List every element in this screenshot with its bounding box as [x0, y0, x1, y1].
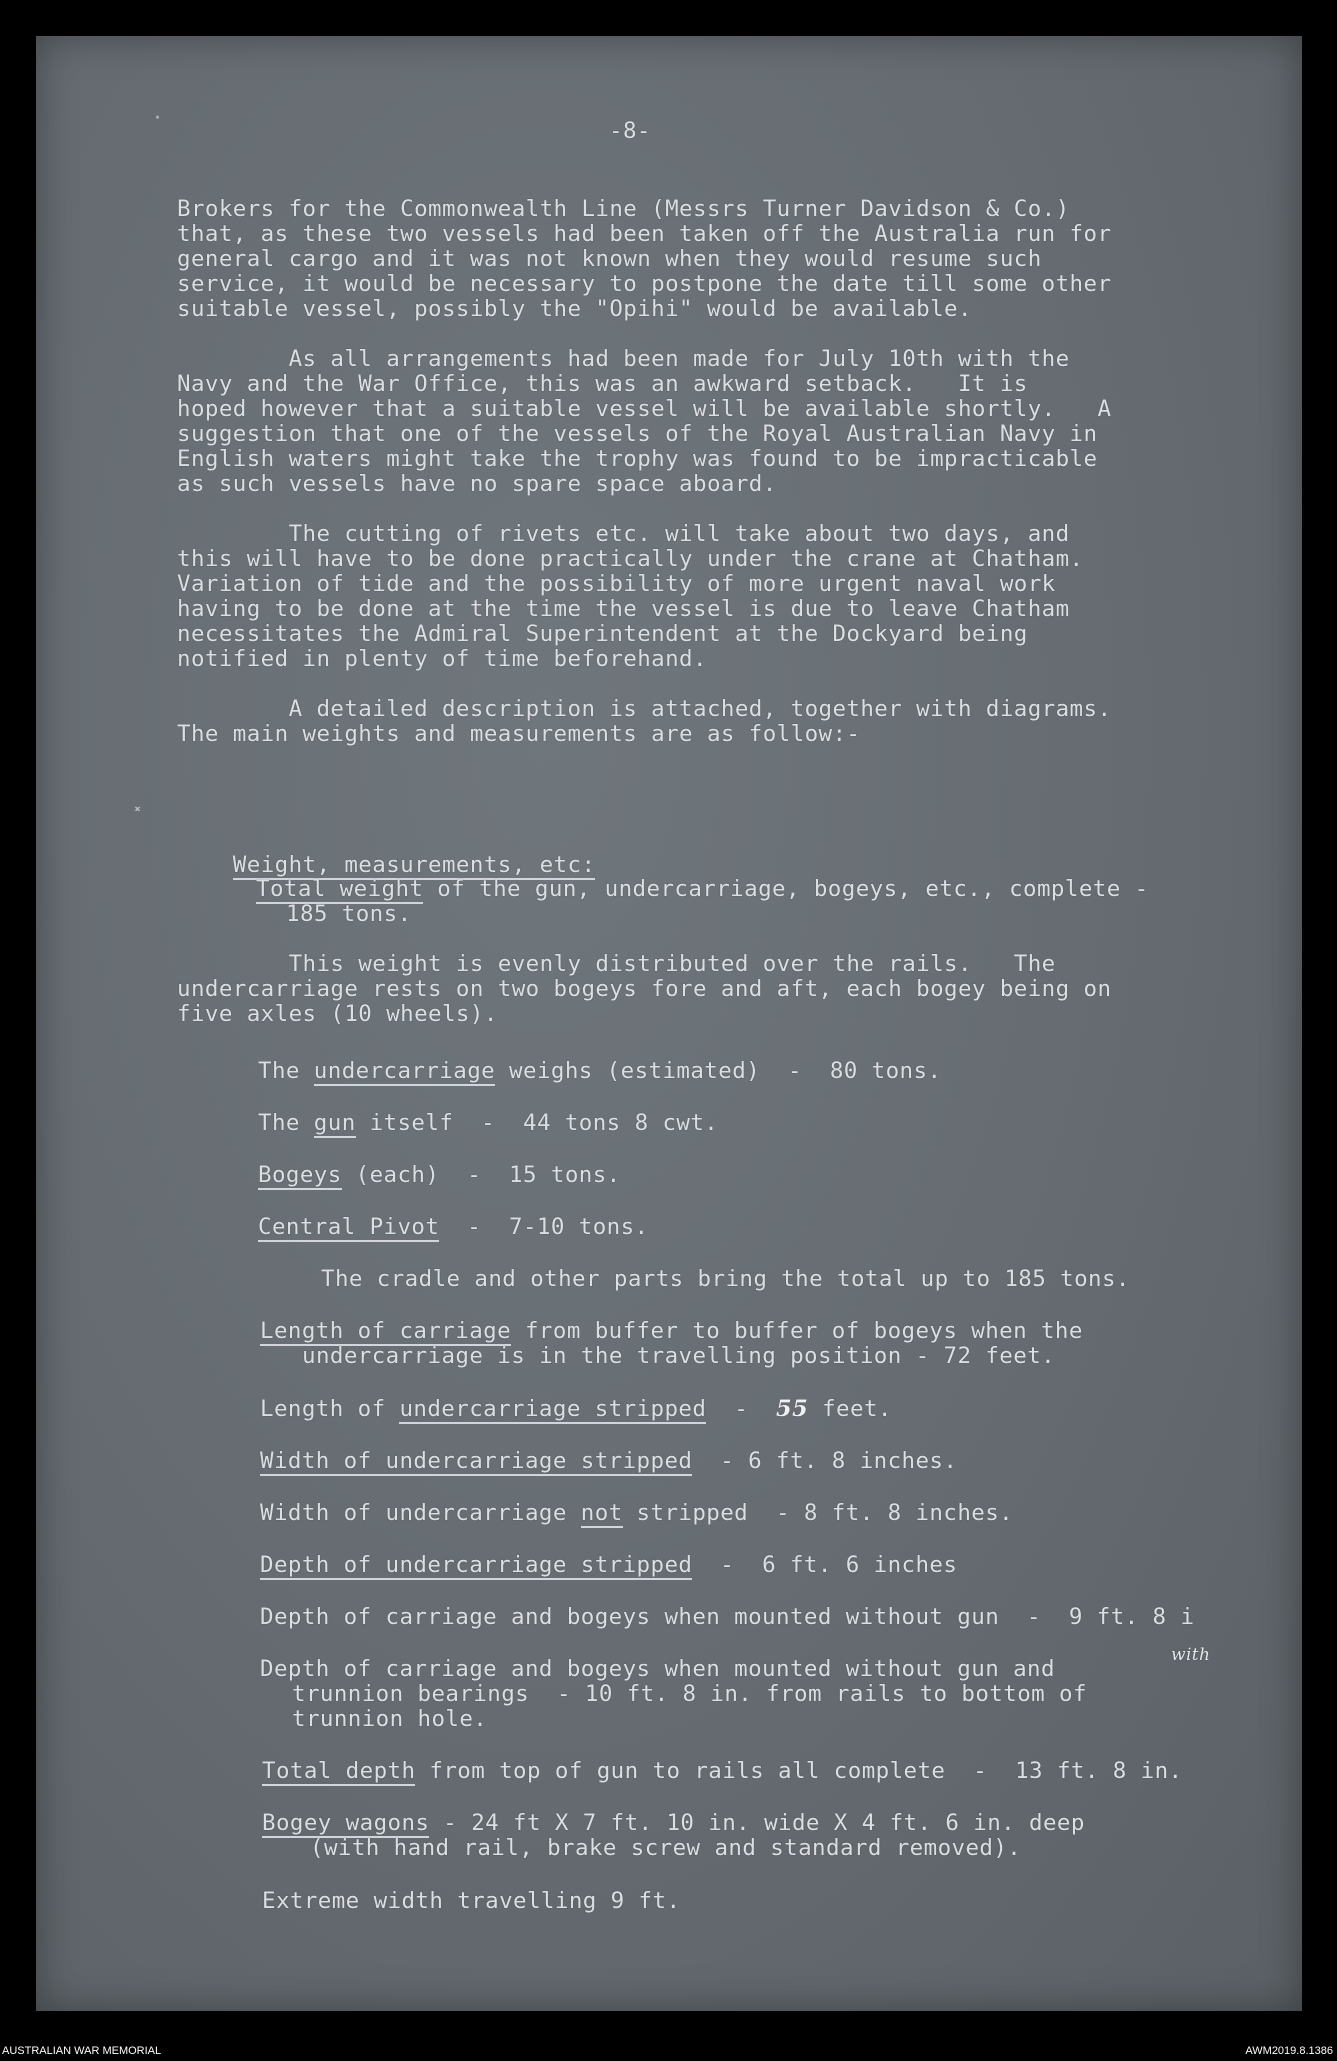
width-stripped-label: Width of undercarriage stripped	[260, 1448, 693, 1474]
bogey-wagons	[262, 1810, 1085, 1836]
paragraph-2-line-3: hoped however that a suitable vessel will be available shortly. A	[177, 396, 1112, 422]
gun-weight-pre: The	[258, 1110, 314, 1136]
paragraph-3-line-4: having to be done at the time the vessel is due to leave Chatham	[177, 596, 1070, 622]
pivot-weight	[258, 1214, 649, 1240]
distribution-line-1: This weight is evenly distributed over the rails. The	[177, 951, 1056, 977]
undercarriage-weight-pre: The	[258, 1058, 314, 1084]
gun-label: gun	[313, 1110, 356, 1136]
total-depth-text: from top of gun to rails all complete - 13 ft. 8 in.	[415, 1758, 1183, 1784]
length-carriage-cont: undercarriage is in the travelling position - 72 feet.	[302, 1343, 1056, 1369]
total-weight-value: 185 tons.	[286, 901, 412, 927]
paragraph-2-line-5: English waters might take the trophy was found to be impracticable	[177, 446, 1098, 472]
paragraph-1-line-3: general cargo and it was not known when they would resume such	[177, 246, 1042, 272]
length-carriage	[260, 1318, 1083, 1344]
paragraph-2-line-6: as such vessels have no spare space aboard.	[177, 471, 777, 497]
paragraph-1-line-1: Brokers for the Commonwealth Line (Messrs Turner Davidson & Co.)	[177, 196, 1070, 222]
length-stripped-label: undercarriage stripped	[399, 1396, 707, 1422]
cradle-total: The cradle and other parts bring the total up to 185 tons.	[321, 1266, 1130, 1292]
section-heading-text: Weight, measurements, etc:	[232, 852, 596, 878]
width-stripped-text: - 6 ft. 8 inches.	[692, 1448, 958, 1474]
distribution-line-2: undercarriage rests on two bogeys fore and aft, each bogey being on	[177, 976, 1112, 1002]
gun-weight	[258, 1110, 718, 1136]
total-depth	[262, 1758, 1182, 1784]
width-not-label: not	[580, 1500, 623, 1526]
bogey-wagons-cont: (with hand rail, brake screw and standard removed).	[310, 1835, 1022, 1861]
page-number: -8-	[609, 118, 651, 144]
depth-stripped	[260, 1552, 957, 1578]
depth-trunnion-text: Depth of carriage and bogeys when mounted without gun and	[260, 1656, 1055, 1682]
paragraph-4-line-2: The main weights and measurements are as follow:-	[177, 721, 861, 747]
paragraph-3-line-1: The cutting of rivets etc. will take about two days, and	[177, 521, 1070, 547]
handwritten-length: 55	[776, 1396, 809, 1422]
length-stripped	[260, 1396, 892, 1422]
extreme-width: Extreme width travelling 9 ft.	[262, 1888, 681, 1914]
paragraph-3-line-6: notified in plenty of time beforehand.	[177, 646, 707, 672]
paragraph-1-line-2: that, as these two vessels had been taken off the Australia run for	[177, 221, 1112, 247]
paragraph-3-line-5: necessitates the Admiral Superintendent at the Dockyard being	[177, 621, 1028, 647]
width-not-stripped	[260, 1500, 1013, 1526]
length-carriage-label: Length of carriage	[260, 1318, 512, 1344]
bogeys-weight	[258, 1162, 621, 1188]
bogeys-label: Bogeys	[258, 1162, 342, 1188]
undercarriage-label: undercarriage	[313, 1058, 496, 1084]
paragraph-4-line-1: A detailed description is attached, together with diagrams.	[177, 696, 1112, 722]
pivot-weight-text: - 7-10 tons.	[439, 1214, 649, 1240]
undercarriage-weight	[258, 1058, 941, 1084]
depth-stripped-label: Depth of undercarriage stripped	[260, 1552, 693, 1578]
length-stripped-dash: -	[706, 1396, 777, 1422]
footer-archive-id: AWM2019.8.1386	[1245, 2045, 1333, 2057]
paragraph-3-line-3: Variation of tide and the possibility of more urgent naval work	[177, 571, 1056, 597]
margin-mark: ·	[154, 106, 161, 131]
total-depth-label: Total depth	[262, 1758, 416, 1784]
paragraph-1-line-4: service, it would be necessary to postpone the date till some other	[177, 271, 1112, 297]
paragraph-3-line-2: this will have to be done practically under the crane at Chatham.	[177, 546, 1084, 572]
bogey-wagons-text: - 24 ft X 7 ft. 10 in. wide X 4 ft. 6 in. deep	[429, 1810, 1085, 1836]
depth-without-gun: Depth of carriage and bogeys when mounted without gun - 9 ft. 8 i	[260, 1604, 1195, 1630]
footer-archive-name: AUSTRALIAN WAR MEMORIAL	[2, 2045, 162, 2057]
bogeys-weight-text: (each) - 15 tons.	[341, 1162, 621, 1188]
paragraph-2-line-2: Navy and the War Office, this was an awkward setback. It is	[177, 371, 1028, 397]
width-not-pre: Width of undercarriage	[260, 1500, 581, 1526]
depth-trunnion-line-2: trunnion bearings - 10 ft. 8 in. from rails to bottom of	[292, 1681, 1087, 1707]
document-sheet	[36, 36, 1302, 2011]
length-stripped-unit: feet.	[808, 1396, 892, 1422]
depth-trunnion-line-1	[260, 1656, 1055, 1682]
length-stripped-pre: Length of	[260, 1396, 400, 1422]
depth-stripped-text: - 6 ft. 6 inches	[692, 1552, 958, 1578]
total-weight-label: Total weight	[256, 876, 424, 902]
gun-weight-text: itself - 44 tons 8 cwt.	[355, 1110, 719, 1136]
pivot-label: Central Pivot	[258, 1214, 440, 1240]
handwritten-with-note: with	[1171, 1645, 1211, 1665]
distribution-line-3: five axles (10 wheels).	[177, 1001, 498, 1027]
length-carriage-text: from buffer to buffer of bogeys when the	[511, 1318, 1083, 1344]
total-weight-text: of the gun, undercarriage, bogeys, etc., complete -	[423, 876, 1149, 902]
total-weight-line	[256, 876, 1149, 902]
depth-trunnion-line-3: trunnion hole.	[292, 1706, 488, 1732]
paragraph-2-line-1: As all arrangements had been made for July 10th with the	[177, 346, 1070, 372]
width-not-text: stripped - 8 ft. 8 inches.	[622, 1500, 1014, 1526]
width-stripped	[260, 1448, 957, 1474]
bogey-wagons-label: Bogey wagons	[262, 1810, 430, 1836]
undercarriage-weight-text: weighs (estimated) - 80 tons.	[495, 1058, 942, 1084]
margin-tick-mark: ˟	[132, 806, 143, 831]
paragraph-1-line-5: suitable vessel, possibly the "Opihi" would be available.	[177, 296, 972, 322]
paragraph-2-line-4: suggestion that one of the vessels of the Royal Australian Navy in	[177, 421, 1098, 447]
